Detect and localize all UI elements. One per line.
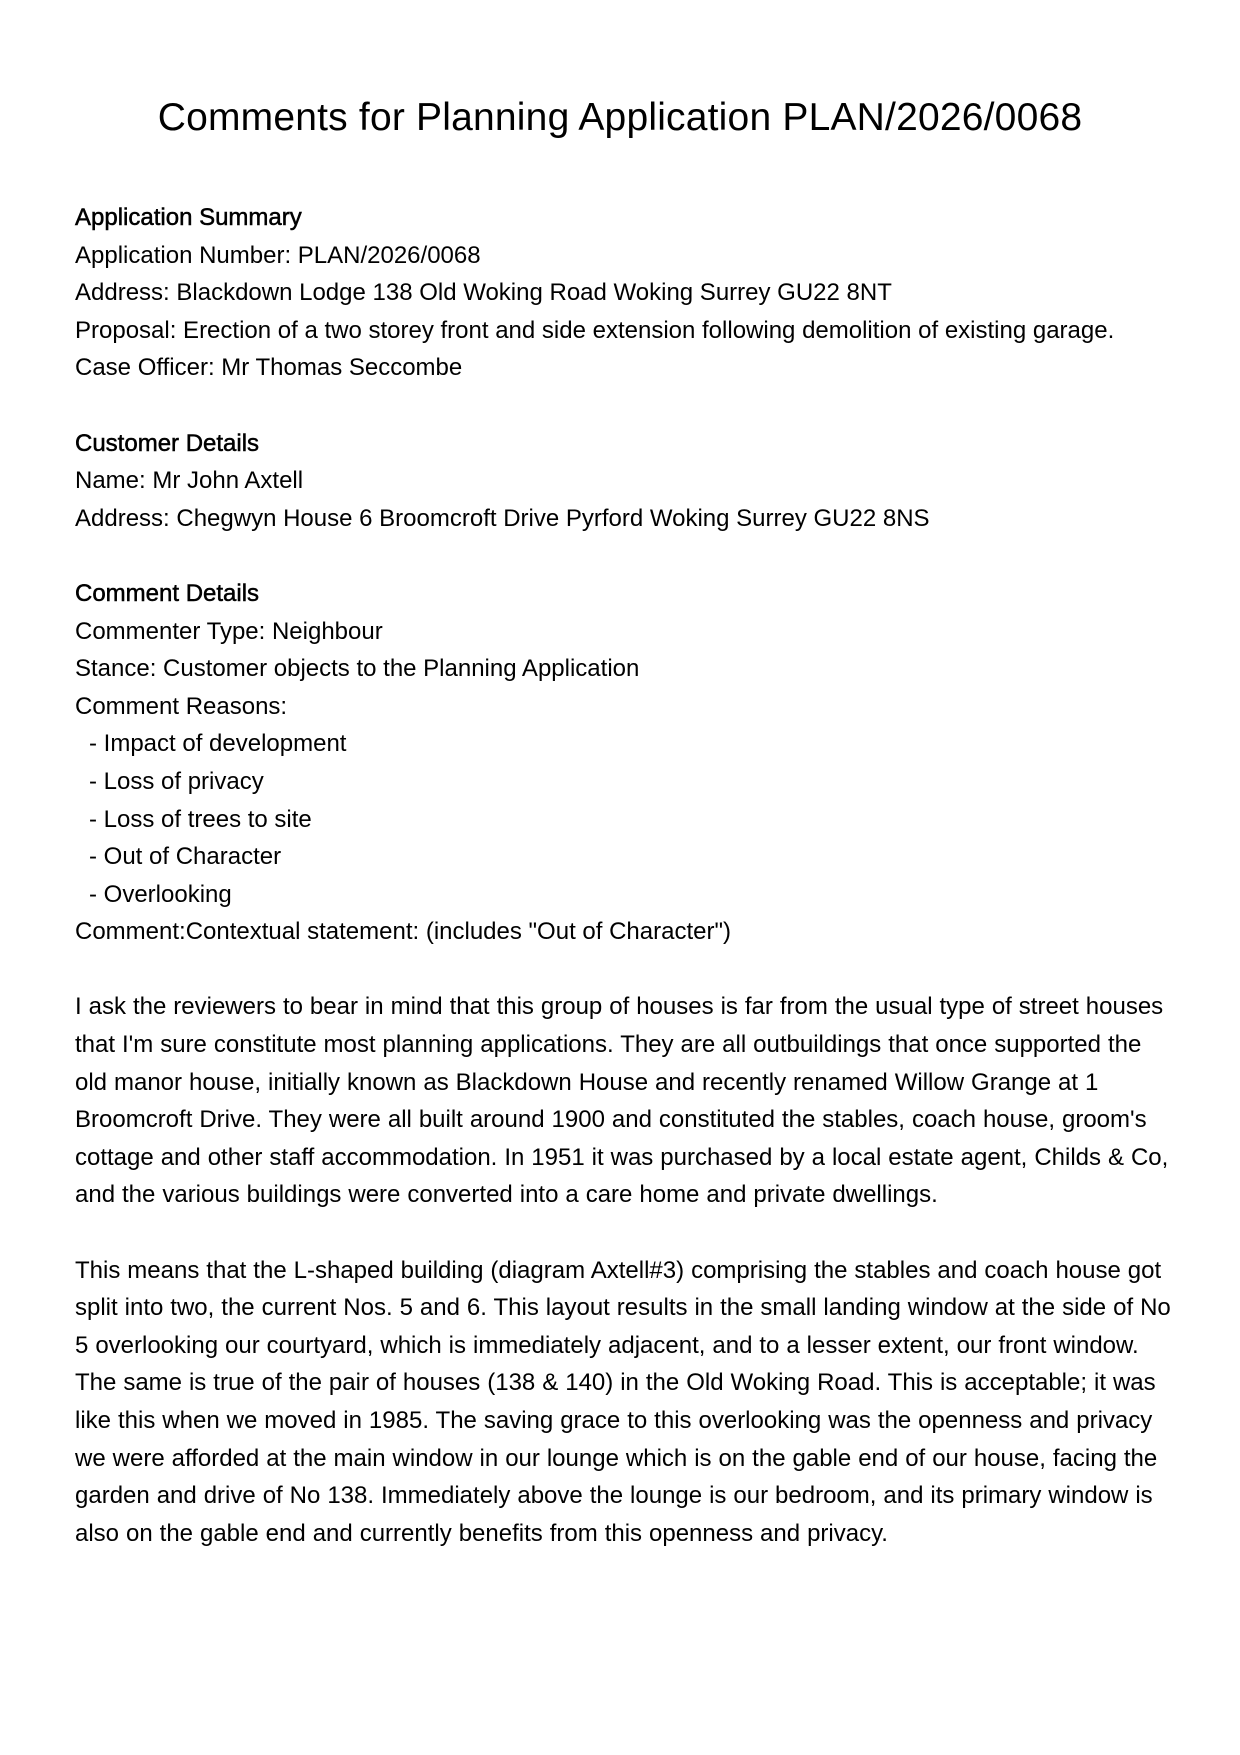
customer-name: Name: Mr John Axtell xyxy=(75,467,304,495)
application-summary-section xyxy=(75,199,1175,387)
application-address: Address: Blackdown Lodge 138 Old Woking Road Woking Surrey GU22 8NT xyxy=(75,279,892,307)
comment-details-section xyxy=(75,575,1175,951)
list-item: - Loss of trees to site xyxy=(89,805,312,833)
customer-details-heading: Customer Details xyxy=(75,429,260,457)
list-item: - Out of Character xyxy=(89,843,282,871)
comment-intro: Comment:Contextual statement: (includes "Out of Character") xyxy=(75,918,731,946)
comment-details-heading: Comment Details xyxy=(75,579,260,607)
application-proposal: Proposal: Erection of a two storey front and side extension following demolition of existing garage. xyxy=(75,316,1115,344)
document-body xyxy=(75,199,1175,1590)
comment-reasons-label: Comment Reasons: xyxy=(75,692,288,720)
comment-paragraph-2: This means that the L-shaped building (diagram Axtell#3) comprising the stables and coach house got split into two, the current Nos. 5 and 6. This layout results in the small landing window at the side of No 5 overlooking our courtyard, which is immediately adjacent, and to a lesser extent, our front window. The same is true of the pair of houses (138 & 140) in the Old Woking Road. This is acceptable; it was like this when we moved in 1985. The saving grace to this overlooking was the openness and privacy we were afforded at the main window in our lounge which is on the gable end of our house, facing the garden and drive of No 138. Immediately above the lounge is our bedroom, and its primary window is also on the gable end and currently benefits from this openness and privacy. xyxy=(75,1256,1171,1547)
customer-details-section xyxy=(75,425,1175,538)
list-item: - Loss of privacy xyxy=(89,767,264,795)
list-item: - Overlooking xyxy=(89,880,232,908)
application-number: Application Number: PLAN/2026/0068 xyxy=(75,241,481,269)
document-title: Comments for Planning Application PLAN/2026/0068 xyxy=(157,96,1083,139)
list-item: - Impact of development xyxy=(89,730,347,758)
case-officer: Case Officer: Mr Thomas Seccombe xyxy=(75,354,463,382)
customer-address: Address: Chegwyn House 6 Broomcroft Drive Pyrford Woking Surrey GU22 8NS xyxy=(75,504,930,532)
stance: Stance: Customer objects to the Planning Application xyxy=(75,655,640,683)
comment-paragraph-1: I ask the reviewers to bear in mind that this group of houses is far from the usual type of street houses that I'm sure constitute most planning applications. They are all outbuildings that once supported the old manor house, initially known as Blackdown House and recently renamed Willow Grange at 1 Broomcroft Drive. They were all built around 1900 and constituted the stables, coach house, groom's cottage and other staff accommodation. In 1951 it was purchased by a local estate agent, Childs & Co, and the various buildings were converted into a care home and private dwellings. xyxy=(75,993,1169,1209)
application-summary-heading: Application Summary xyxy=(75,204,302,231)
comment-reasons-list xyxy=(75,725,1175,913)
commenter-type: Commenter Type: Neighbour xyxy=(75,617,383,645)
